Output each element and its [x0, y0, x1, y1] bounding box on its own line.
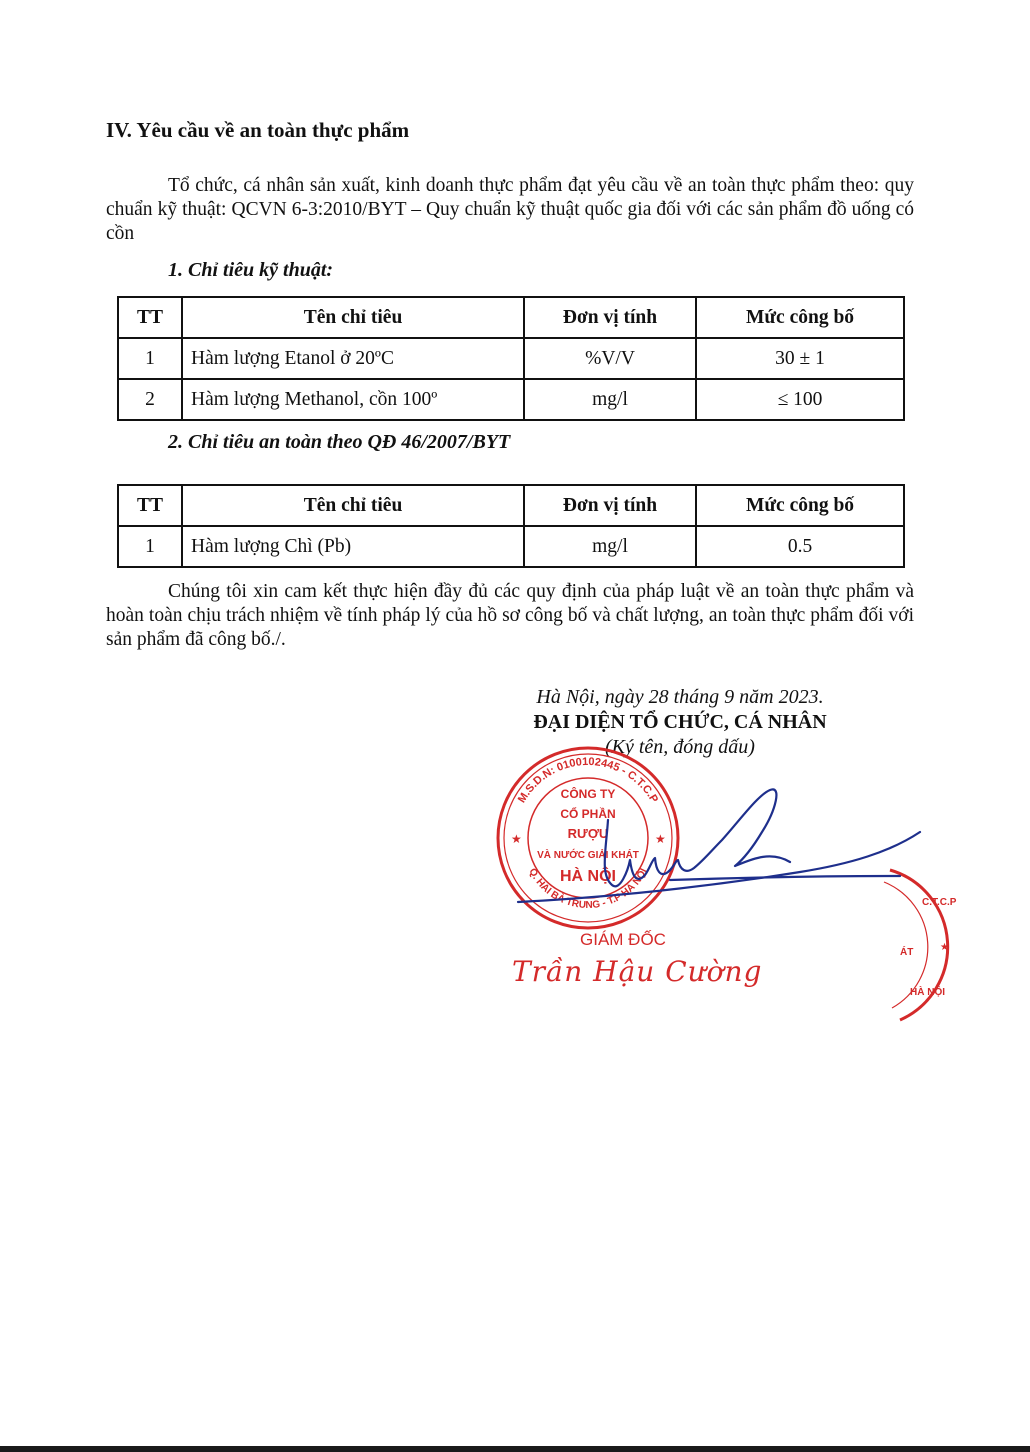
- seal-line-5: HÀ NỘI: [560, 868, 616, 885]
- representative-title: ĐẠI DIỆN TỔ CHỨC, CÁ NHÂN: [533, 711, 827, 733]
- col-header-value: Mức công bố: [696, 485, 904, 526]
- table-header-row: [118, 485, 904, 526]
- seal-line-4: VÀ NƯỚC GIẢI KHÁT: [537, 850, 639, 861]
- safety-table: [117, 484, 905, 568]
- cell-name: Hàm lượng Etanol ở 20ºC: [182, 338, 524, 379]
- cell-name: Hàm lượng Chì (Pb): [182, 526, 524, 567]
- col-header-value: Mức công bố: [696, 297, 904, 338]
- intro-paragraph: Tổ chức, cá nhân sản xuất, kinh doanh thực phẩm đạt yêu cầu về an toàn thực phẩm theo: quy chuẩn kỹ thuật: QCVN 6-3:2010/BYT – Quy chuẩn kỹ thuật quốc gia đối với các sản phẩm đồ uống có cồn: [106, 175, 914, 244]
- table-row: [118, 526, 904, 567]
- cell-unit: mg/l: [524, 379, 696, 420]
- star-icon: ★: [655, 832, 666, 846]
- cell-tt: 1: [118, 526, 182, 567]
- col-header-tt: TT: [118, 485, 182, 526]
- svg-text:HÀ NỘI: HÀ NỘI: [910, 987, 945, 998]
- col-header-unit: Đơn vị tính: [524, 485, 696, 526]
- handwritten-signature: [500, 780, 940, 920]
- cell-value: 30 ± 1: [696, 338, 904, 379]
- cell-tt: 1: [118, 338, 182, 379]
- svg-text:ÁT: ÁT: [900, 947, 914, 958]
- star-icon: ★: [511, 832, 522, 846]
- technical-subheading: 1. Chỉ tiêu kỹ thuật:: [168, 259, 334, 281]
- section-heading: IV. Yêu cầu về an toàn thực phẩm: [106, 118, 410, 142]
- page-bottom-edge: [0, 1446, 1030, 1452]
- col-header-name: Tên chỉ tiêu: [182, 297, 524, 338]
- cell-unit: %V/V: [524, 338, 696, 379]
- col-header-name: Tên chỉ tiêu: [182, 485, 524, 526]
- technical-table: [117, 296, 905, 421]
- table-header-row: [118, 297, 904, 338]
- table-row: [118, 338, 904, 379]
- safety-subheading: 2. Chỉ tiêu an toàn theo QĐ 46/2007/BYT: [168, 431, 511, 453]
- seal-line-3: RƯỢU: [567, 826, 609, 841]
- place-date: Hà Nội, ngày 28 tháng 9 năm 2023.: [536, 686, 824, 708]
- signature-note: (Ký tên, đóng dấu): [605, 736, 755, 758]
- seal-line-1: CÔNG TY: [560, 787, 616, 801]
- col-header-tt: TT: [118, 297, 182, 338]
- svg-text:C.T.C.P: C.T.C.P: [922, 897, 957, 908]
- col-header-unit: Đơn vị tính: [524, 297, 696, 338]
- seal-line-2: CỔ PHẦN: [560, 807, 616, 821]
- cell-tt: 2: [118, 379, 182, 420]
- svg-text:★: ★: [940, 942, 949, 953]
- table-row: [118, 379, 904, 420]
- seal-bottom-text: Q. HAI BÀ TRUNG - T.P HÀ NỘI: [526, 866, 650, 912]
- cell-name: Hàm lượng Methanol, cồn 100º: [182, 379, 524, 420]
- cell-value: 0.5: [696, 526, 904, 567]
- signer-name: Trần Hậu Cường: [512, 955, 763, 988]
- seal-ring-text: M.S.D.N: 0100102445 - C.T.C.P: [515, 755, 661, 806]
- commitment-paragraph: Chúng tôi xin cam kết thực hiện đầy đủ các quy định của pháp luật về an toàn thực phẩm và hoàn toàn chịu trách nhiệm về tính pháp lý của hồ sơ công bố và chất lượng, an toàn thực phẩm đối với sản phẩm đã công bố./.: [106, 581, 914, 650]
- cell-unit: mg/l: [524, 526, 696, 567]
- cell-value: ≤ 100: [696, 379, 904, 420]
- signer-role: GIÁM ĐỐC: [580, 930, 666, 949]
